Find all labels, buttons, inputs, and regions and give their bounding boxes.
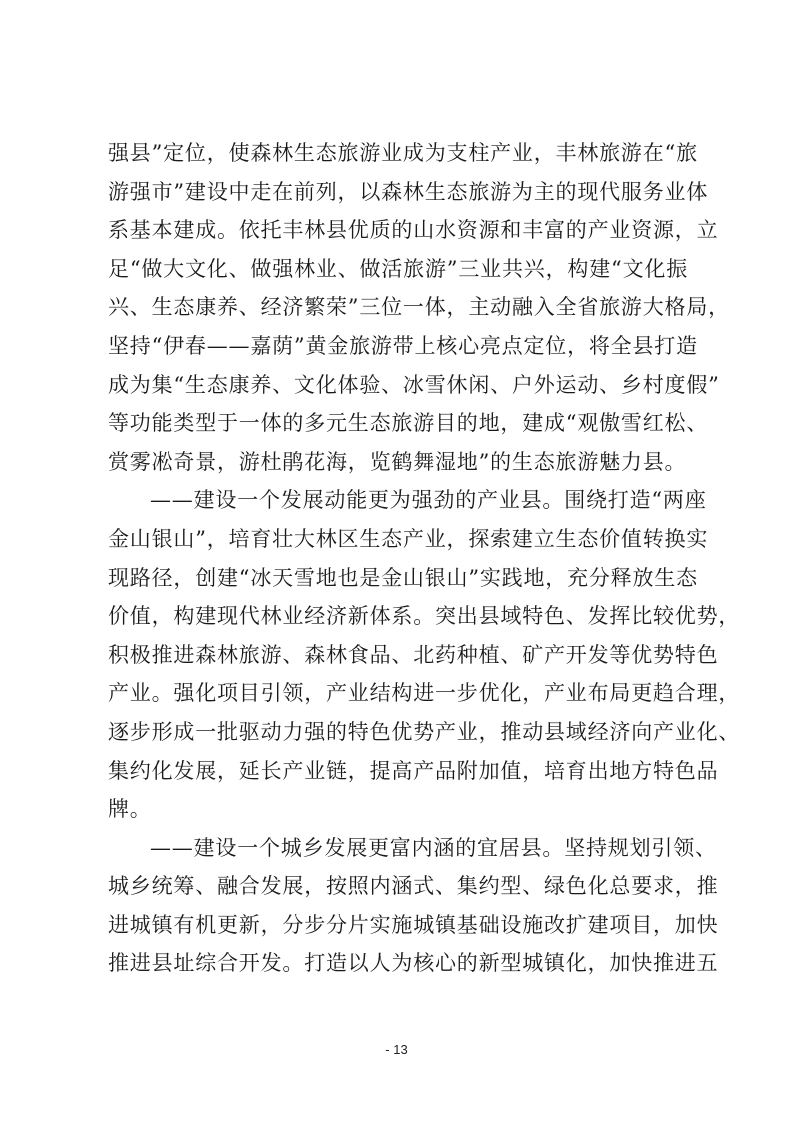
paragraph-1-line: 成为集“生态康养、文化体验、冰雪休闲、户外运动、乡村度假” <box>108 372 720 397</box>
paragraph-2-line: 价值，构建现代林业经济新体系。突出县域特色、发挥比较优势， <box>108 604 741 629</box>
paragraph-1-line: 等功能类型于一体的多元生态旅游目的地，建成“观傲雪红松、 <box>108 411 709 436</box>
paragraph-2-line: 现路径，创建“冰天雪地也是金山银山”实践地，充分释放生态 <box>108 565 698 590</box>
paragraph-2-line: ——建设一个发展动能更为强劲的产业县。围绕打造“两座 <box>150 488 707 513</box>
paragraph-3-line: 进城镇有机更新，分步分片实施城镇基础设施改扩建项目，加快 <box>108 912 719 937</box>
paragraph-1-line: 兴、生态康养、经济繁荣”三位一体，主动融入全省旅游大格局， <box>108 295 730 320</box>
paragraph-2-line: 逐步形成一批驱动力强的特色优势产业，推动县域经济向产业化、 <box>108 719 741 744</box>
paragraph-1-line: 系基本建成。依托丰林县优质的山水资源和丰富的产业资源，立 <box>108 218 719 243</box>
paragraph-1-line: 赏雾凇奇景，游杜鹃花海，览鹤舞湿地”的生态旅游魅力县。 <box>108 449 687 474</box>
paragraph-3-line: 城乡统筹、融合发展，按照内涵式、集约型、绿色化总要求，推 <box>108 874 719 899</box>
page-number: - 13 <box>385 1042 408 1057</box>
paragraph-3-line: 推进县址综合开发。打造以人为核心的新型城镇化，加快推进五 <box>108 951 719 976</box>
paragraph-2-line: 金山银山”，培育壮大林区生态产业，探索建立生态价值转换实 <box>108 526 709 551</box>
document-body <box>108 134 741 983</box>
paragraph-1-line: 足“做大文化、做强林业、做活旅游”三业共兴，构建“文化振 <box>108 256 688 281</box>
paragraph-3-line: ——建设一个城乡发展更富内涵的宜居县。坚持规划引领、 <box>150 835 717 860</box>
paragraph-2-line: 积极推进森林旅游、森林食品、北药种植、矿产开发等优势特色 <box>108 642 719 667</box>
paragraph-1-line: 游强市”建设中走在前列，以森林生态旅游为主的现代服务业体 <box>108 179 709 204</box>
paragraph-1-line: 坚持“伊春——嘉荫”黄金旅游带上核心亮点定位，将全县打造 <box>108 333 698 358</box>
paragraph-2-line: 产业。强化项目引领，产业结构进一步优化，产业布局更趋合理， <box>108 681 741 706</box>
paragraph-1-line: 强县”定位，使森林生态旅游业成为支柱产业，丰林旅游在“旅 <box>108 141 698 165</box>
paragraph-2-line: 牌。 <box>108 797 152 822</box>
paragraph-2-line: 集约化发展，延长产业链，提高产品附加值，培育出地方特色品 <box>108 758 719 783</box>
